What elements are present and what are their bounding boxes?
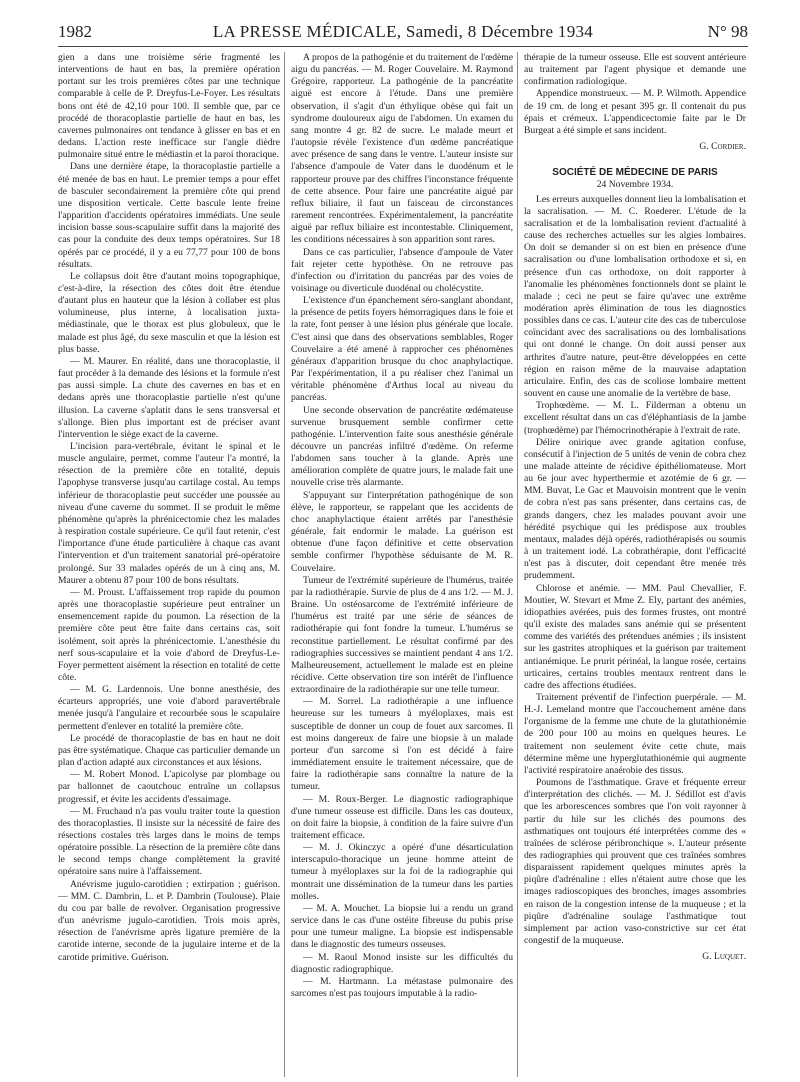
paragraph: — M. A. Mouchet. La biopsie lui a rendu un grand service dans le cas d'une ostéite fibreuse du pubis prise pour une tumeur maligne. La biopsie est indispensable dans le diagnostic des tumeurs osseuses. bbox=[291, 902, 513, 951]
article-paragraph: Traitement préventif de l'infection puerpérale. — M. H.-J. Lemeland montre que l'accouchement amène dans l'organisme de la femme une chute de la glutathionémie de 200 pour 100 au moins en quelques heures. Le traitement non seulement évite cette chute, mais détermine même une hyperglutathionémie qui augmente l'activité respiratoire anaérobie des tissus. bbox=[524, 691, 746, 776]
paragraph: gien a dans une troisième série fragmenté les interventions de haut en bas, la première opération portant sur les trois premières côtes par une technique comparable à celle de P. Dreyfus-Le-Foyer. Les résultats bons ont été de 42,10 pour 100. Il semble que, par ce procédé de thoracoplastie partielle de haut en bas, les cavernes pulmonaires ont tendance à glisser en bas et en dedans. L'action reste inefficace sur l'angle dièdre pulmonaire situé entre le médiastin et la paroi thoracique. bbox=[58, 52, 280, 161]
article-paragraph: Tumeur de l'extrémité supérieure de l'humérus, traitée par la radiothérapie. Survie de plus de 4 ans 1/2. — M. J. Braine. Un ostéosarcome de l'extrémité inférieure de l'humérus est traité par une série de séances de radiothérapie qui font fondre la tumeur. L'humérus se reconstitue partiellement. Le résultat confirmé par des radiographies successives se maintient pendant 4 ans 1/2. Malheureusement, actuellement le malade est en pleine récidive. Cette observation tire son intérêt de l'influence extraordinaire de la radiothérapie sur une telle tumeur. bbox=[291, 574, 513, 696]
column-1 bbox=[58, 52, 280, 1077]
page-number: 1982 bbox=[58, 22, 92, 41]
paragraph: Le collapsus doit être d'autant moins topographique, c'est-à-dire, la résection des côtes doit être étendue d'autant plus en hauteur que la lésion à collaber est plus volumineuse, plus interne, à localisation juxta-médiastinale, que le thorax est plus globuleux, que le malade est plus âgé, du sexe masculin et que la lésion est plus basse. bbox=[58, 270, 280, 355]
article-paragraph: Délire onirique avec grande agitation confuse, consécutif à l'injection de 5 unités de venin de cobra chez une malade atteinte de récidive épithéliomateuse. Mort au 6e jour avec hyperthermie et azotémie de 6 gr. — MM. Buvat, Le Gac et Mauvoisin montrent que le venin de cobra n'est pas sans présenter, dans certains cas, de grands dangers, chez les malades pouvant avoir une hérédité psychique qui les prédispose aux troubles mentaux, malades déjà opérés, radiothérapisés ou soumis à un traitement iodé. La cobrathérapie, dont l'efficacité n'est pas à discuter, doit cependant être menée très prudemment. bbox=[524, 436, 746, 582]
article-paragraph: Trophœdème. — M. L. Filderman a obtenu un excellent résultat dans un cas d'éléphantiasis de la jambe (trophœdème) par l'hémocrinothérapie à l'extrait de rate. bbox=[524, 400, 746, 436]
paragraph: — M. Robert Monod. L'apicolyse par plombage ou par ballonnet de caoutchouc entraîne un collapsus progressif, et évite les accidents d'essaimage. bbox=[58, 769, 280, 805]
paragraph: L'incision para-vertébrale, évitant le spinal et le muscle angulaire, permet, comme l'auteur l'a montré, la résection de la première côte en totalité, depuis l'apophyse transverse jusqu'au cartilage costal. Au temps inférieur de thoracoplastie peut succéder une poussée au niveau d'une caverne du sommet. Il se produit le même phénomène qu'après la phrénicectomie chez les malades à respiration costale supérieure. Ce qu'il faut retenir, c'est l'importance d'une étude particulière à chaque cas avant l'intervention et d'un traitement sanatorial pré-opératoire prolongé. Sur 33 malades opérés de un à cinq ans, M. Maurer a obtenu 87 pour 100 de bons résultats. bbox=[58, 441, 280, 586]
article-paragraph: Poumons de l'asthmatique. Grave et fréquente erreur d'interprétation des clichés. — M. J. Sédillot est d'avis que les arborescences sombres que l'on voit rayonner à partir du hile sur les clichés des poumons des asthmatiques ont toujours été interprétées comme des « traînées de sclérose péribronchique ». L'auteur présente des radiographies qui prouvent que ces traînées sombres disparaissent rapidement quelques minutes après la piqûre d'adrénaline : elles n'étaient autre chose que les images radioscopiques des bronches, images assombries en raison de la congestion intense de la muqueuse ; et la piqûre d'adrénaline soulage l'asthmatique tout simplement par action vaso-constrictive sur cet état congestif de la muqueuse. bbox=[524, 777, 746, 947]
paragraph: Une seconde observation de pancréatite œdémateuse survenue brusquement semble confirmer cette pathogénie. L'intervention faite sous anesthésie générale découvre un pancréas infiltré d'œdème. On referme l'abdomen sans toucher à la glande. Après une amélioration complète de quatre jours, le malade fait une nouvelle crise très alarmante. bbox=[291, 404, 513, 489]
paragraph: — M. Roux-Berger. Le diagnostic radiographique d'une tumeur osseuse est difficile. Dans les cas douteux, on doit faire la biopsie, à condition de la faire suivre d'un traitement efficace. bbox=[291, 793, 513, 841]
paragraph: L'existence d'un épanchement séro-sanglant abondant, la présence de petits foyers hémorragiques dans le foie et la rate, font penser à une lésion plus générale que locale. C'est ainsi que dans des observations semblables, Roger Couvelaire a été amené à rapprocher ces phénomènes généraux d'apparition brusque du choc anaphylactique. Par l'expérimentation, il a pu réaliser chez l'animal un véritable phénomène d'Arthus local au niveau du pancréas. bbox=[291, 295, 513, 404]
article-paragraph: Appendice monstrueux. — M. P. Wilmoth. Appendice de 19 cm. de long et pesant 395 gr. Il contenait du pus épais et crémeux. L'appendicectomie faite par le Dr Burgeat a été simple et sans incident. bbox=[524, 88, 746, 136]
column-divider bbox=[284, 52, 285, 1077]
paragraph: — M. J. Okinczyc a opéré d'une désarticulation interscapulo-thoracique un jeune homme atteint de tumeur à myéloplaxes sur la foi de la radiographie qui montrait une dissémination de la tumeur dans les parties molles. bbox=[291, 842, 513, 902]
paragraph: — M. Maurer. En réalité, dans une thoracoplastie, il faut procéder à la demande des lésions et la formule n'est pas aussi simple. La chute des cavernes en bas et en dedans après une thoracoplastie partielle n'est qu'une illusion. La caverne s'aplatit dans le sens transversal et s'allonge. Bien plus important est de préciser avant l'intervention le siège exact de la caverne. bbox=[58, 355, 280, 440]
article-paragraph: Anévrisme jugulo-carotidien ; extirpation ; guérison. — MM. C. Dambrin, L. et P. Dambrin (Toulouse). Plaie du cou par balle de revolver. Organisation progressive d'un anévrisme jugulo-carotidien. Trois mois après, résection de l'anévrisme après ligature première de la carotide interne, seconde de la jugulaire interne et de la carotide primitive. Guérison. bbox=[58, 878, 280, 963]
paragraph: — M. G. Lardennois. Une bonne anesthésie, des écarteurs appropriés, une voie d'abord paravertébrale menée jusqu'à l'angulaire et recourbée sous le scapulaire permettent d'enlever en totalité la première côte. bbox=[58, 684, 280, 732]
paragraph: — M. Hartmann. La métastase pulmonaire des sarcomes n'est pas toujours imputable à la radio- bbox=[291, 975, 513, 1000]
article-paragraph: Les erreurs auxquelles donnent lieu la lombalisation et la sacralisation. — M. C. Roederer. L'étude de la sacralisation et de la lombalisation revient d'actualité à cause des recherches actuelles sur les algies lombaires. On doit se demander si on est bien en présence d'une sacralisation ou d'une lombalisation orthodoxe et si, en présence d'un cas orthodoxe, on doit rapporter à l'anomalie les phénomènes fonctionnels dont se plaint le malade ; ceci ne peut se faire qu'avec une extrême modération après élimination de tous les diagnostics possibles dans ce cas. L'auteur cite des cas de tuberculose coïncidant avec des sacralisations ou des lombalisations qui ont donné le change. On doit aussi penser aux arthrites d'autre nature, peut-être développées en cette région en raison même de la mauvaise adaptation articulaire. Enfin, des cas de scoliose lombaire mettent souvent en cause une anomalie de la vertèbre de base. bbox=[524, 193, 746, 400]
column-divider bbox=[517, 52, 518, 1077]
session-date: 24 Novembre 1934. bbox=[596, 179, 674, 191]
article-paragraph: Chlorose et anémie. — MM. Paul Chevallier, F. Moutier, W. Stevart et Mme Z. Ely, partant des anémies, idiopathies avérées, puis des formes frustes, ont montré qu'il existe des malades sans anémie qui se présentent comme des variétés des prétendues anémies ; ils insistent sur les gastrites atrophiques et la guérison par traitement antianémique. Le prurit périnéal, la langue rosée, certains urticaires, certains troubles mentaux rentrent dans le cadre des affections étudiées. bbox=[524, 582, 746, 691]
paragraph: — M. Proust. L'affaissement trop rapide du poumon après une thoracoplastie supérieure peut entraîner un ensemencement rapide du poumon. La résection de la première côte peut être faite dans certains cas, soit isolément, soit après la phrénicectomie. L'anesthésie du nerf sous-scapulaire et la voie d'abord de Dreyfus-Le-Foyer permettent aisément la résection en totalité de cette côte. bbox=[58, 586, 280, 683]
header-rule bbox=[58, 46, 748, 47]
author-signature: G. Luquet. bbox=[702, 951, 746, 963]
section-heading: SOCIÉTÉ DE MÉDECINE DE PARIS bbox=[552, 167, 718, 179]
column-3 bbox=[524, 52, 746, 1077]
paragraph: S'appuyant sur l'interprétation pathogénique de son élève, le rapporteur, se rappelant que les accidents de choc anaphylactique étaient arrêtés par l'anesthésie générale, fait endormir le malade. La guérison est obtenue d'une façon définitive et cette observation semble confirmer l'hypothèse séduisante de M. R. Couvelaire. bbox=[291, 489, 513, 574]
page-header bbox=[58, 18, 748, 44]
column-2 bbox=[291, 52, 513, 1077]
paragraph: Dans une dernière étape, la thoracoplastie partielle a été menée de bas en haut. Le premier temps a pour effet de basculer secondairement la première côte qui prend une disposition verticale. Cette bascule lente freine l'apparition d'accidents opératoires immédiats. Une seule incision basse sous-scapulaire suffit dans la majorité des cas pour la conduite des deux temps opératoires. Sur 18 opérés par ce procédé, il y a eu 77,77 pour 100 de bons résultats. bbox=[58, 161, 280, 270]
journal-title: LA PRESSE MÉDICALE, Samedi, 8 Décembre 1934 bbox=[212, 22, 594, 41]
author-signature: G. Cordier. bbox=[699, 141, 746, 153]
paragraph: — M. Raoul Monod insiste sur les difficultés du diagnostic radiographique. bbox=[291, 951, 513, 975]
paragraph: Dans ce cas particulier, l'absence d'ampoule de Vater fait rejeter cette hypothèse. On ne retrouve pas d'infection ou d'irritation du pancréas par des voies de voisinage ou diverticule duodénal ou cholécystite. bbox=[291, 246, 513, 294]
paragraph: Le procédé de thoracoplastie de bas en haut ne doit pas être systématique. Chaque cas particulier demande un plan d'action adapté aux circonstances et aux lésions. bbox=[58, 732, 280, 769]
issue-number: N° 98 bbox=[707, 22, 748, 41]
paragraph: — M. Fruchaud n'a pas voulu traiter toute la question des thoracoplasties. Il insiste sur la nécessité de faire des résections costales très larges dans le moins de temps opératoire possible. La résection de la première côte dans le second temps change complètement la gravité opératoire sans nuire à l'affaissement. bbox=[58, 805, 280, 878]
paragraph: thérapie de la tumeur osseuse. Elle est souvent antérieure au traitement par l'agent physique et demande une confirmation radiologique. bbox=[524, 52, 746, 88]
article-paragraph: A propos de la pathogénie et du traitement de l'œdème aigu du pancréas. — M. Roger Couvelaire. M. Raymond Grégoire, rapporteur. La pathogénie de la pancréatite aiguë est encore à l'étude. Dans une première observation, il s'agit d'un éthylique obèse qui fait un syndrome douloureux aigu de l'abdomen. Un examen du sang montre 4 gr. 82 de sucre. Le malade meurt et l'autopsie révèle l'existence d'un œdème pancréatique avec présence de sang dans le ventre. L'auteur insiste sur l'absence d'ampoule de Vater dans le duodénum et le rapporteur prouve par des chiffres l'inconstance fréquente de cette absence. Pour faire une pancréatite aiguë par reflux biliaire, il faut un faisceau de circonstances rarement rencontrées. Expérimentalement, la pancréatite aiguë par reflux biliaire est incontestable. Cliniquement, les conditions nécessaires à son apparition sont rares. bbox=[291, 52, 513, 246]
paragraph: — M. Sorrel. La radiothérapie a une influence heureuse sur les tumeurs à myéloplaxes, mais est susceptible de donner un coup de fouet aux sarcomes. Il est moins dangereux de faire une biopsie à un malade porteur d'un sarcome si l'on est décidé à faire immédiatement ensuite le traitement nécessaire, que de faire la radiothérapie sans connaître la nature de la tumeur. bbox=[291, 696, 513, 793]
